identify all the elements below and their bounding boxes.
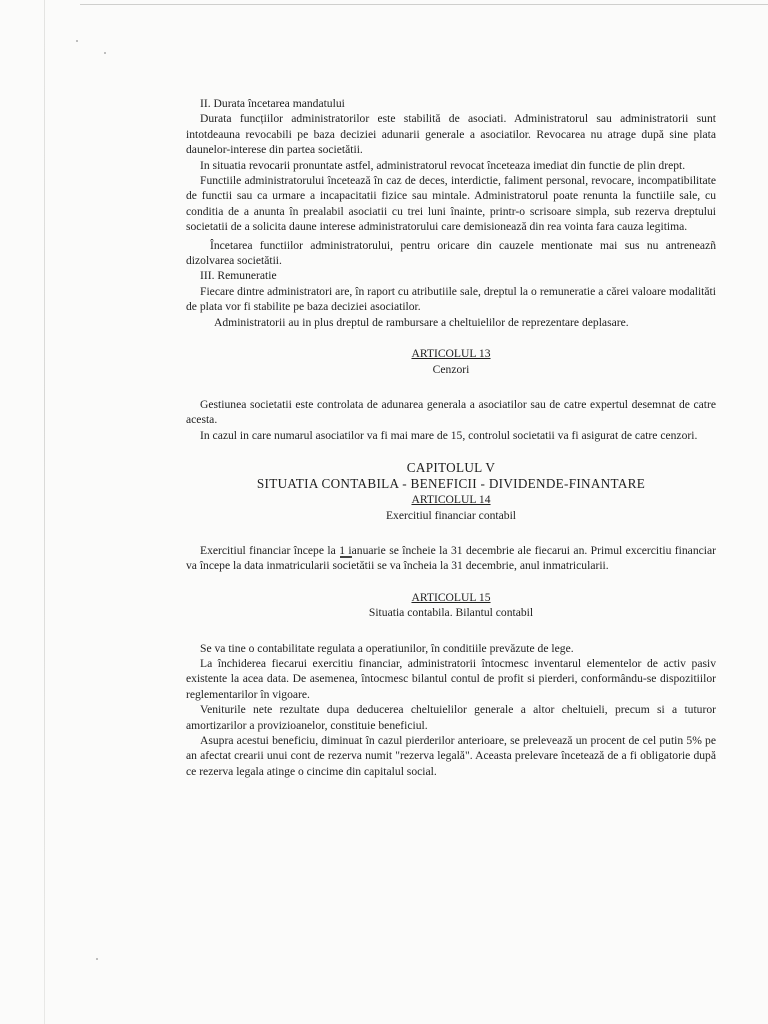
section-ii-paragraph-3: Functiile administratorului încetează în caz de deces, interdictie, faliment personal, revocare, incompatibilitate de functii sau ca urmare a incapacitatii fizice sau mintale. Administratorul poate renunta la functiile sale, cu conditia de a anunta în prealabil asociatii cu trei luni înainte, printr-o scrisoare simpla, sub rezerva dreptului societatii de a solicita daune interese administratorului care demisionează din rea vointa fara cauza legitima. [186, 174, 716, 234]
scan-speck [96, 958, 98, 960]
article-15-subtitle: Situatia contabila. Bilantul contabil [368, 606, 534, 620]
scan-speck [104, 52, 106, 54]
section-iii-paragraph-2: Administratorii au in plus dreptul de rambursare a cheltuielilor de reprezentare deplasare. [214, 315, 629, 329]
section-ii-heading: II. Durata încetarea mandatului [200, 97, 345, 110]
article-13-paragraph-2: In cazul in care numarul asociatilor va fi mai mare de 15, controlul societatii va fi asigurat de catre cenzori. [200, 428, 698, 442]
page-edge [44, 0, 45, 1024]
scan-speck [76, 40, 78, 42]
section-ii-paragraph-4: Încetarea functiilor administratorului, pentru oricare din cauzele mentionate mai sus nu antreneazñ dizolvarea societătii. [186, 238, 716, 268]
article-15-paragraph-4: Asupra acestui beneficiu, diminuat în cazul pierderilor anterioare, se prelevează un procent de cel putin 5% pe an afectat crearii unui cont de rezerva numit "rezerva legală". Aceasta prelevare încetează de a fi obligatorie după ce rezerva legala atinge o cincime din capitalul social. [186, 734, 716, 778]
scan-border-line [80, 4, 768, 5]
chapter-subtitle: SITUATIA CONTABILA - BENEFICII - DIVIDENDE-FINANTARE [256, 476, 646, 492]
article-14-paragraph-1: Exercitiul financiar începe la 1 ianuarie se încheie la 31 decembrie ale fiecarui an. Primul excercitiu financiar va începe la data inmatricularii societătii se va încheia la 31 decembrie, anul inmatricularii. [186, 543, 716, 573]
section-iii-heading: III. Remuneratie [200, 269, 277, 283]
article-13-paragraph-1: Gestiunea societatii este controlata de adunarea generala a asociatilor sau de catre expertul desemnat de catre acesta. [186, 397, 716, 427]
article-15-title: ARTICOLUL 15 [411, 590, 491, 604]
article-13-subtitle: Cenzori [432, 362, 470, 376]
article-14-subtitle: Exercitiul financiar contabil [385, 508, 517, 522]
article-15-paragraph-3: Veniturile nete rezultate dupa deducerea cheltuielilor generale a altor cheltuieli, precum si a tuturor amortizarilor a provizioanelor, constituie beneficiul. [186, 703, 716, 732]
chapter-title: CAPITOLUL V [406, 460, 496, 476]
document-body [186, 96, 716, 779]
section-iii-paragraph-1: Fiecare dintre administratori are, în raport cu atributiile sale, dreptul la o remuneratie a cărei valoare modalităti de plata vor fi stabilite pe baza deciziei asociatilor. [186, 284, 716, 314]
section-ii-paragraph-2: In situatia revocarii pronuntate astfel, administratorul revocat înceteaza imediat din functie de plin drept. [200, 158, 686, 172]
article-15-paragraph-1: Se va tine o contabilitate regulata a operatiunilor, în conditiile prevăzute de lege. [200, 641, 574, 655]
article-15-paragraph-2: La închiderea fiecarui exercitiu financiar, administratorii întocmesc inventarul elementelor de activ pasiv existente la acea data. De asemenea, întocmesc bilantul contul de profit si pierderi, conformându-se dispozitiilor reglementarilor în vigoare. [186, 656, 716, 701]
article-14-title: ARTICOLUL 14 [411, 493, 491, 507]
section-ii-paragraph-1: Durata funcțiilor administratorilor este stabilită de asociati. Administratorul sau administratorii sunt intotdeauna revocabili pe baza deciziei adunarii generale a asociatilor. Revocarea nu atrage după sine plata daunelor-interese din partea societătii. [186, 112, 716, 157]
article-13-title: ARTICOLUL 13 [411, 347, 491, 361]
